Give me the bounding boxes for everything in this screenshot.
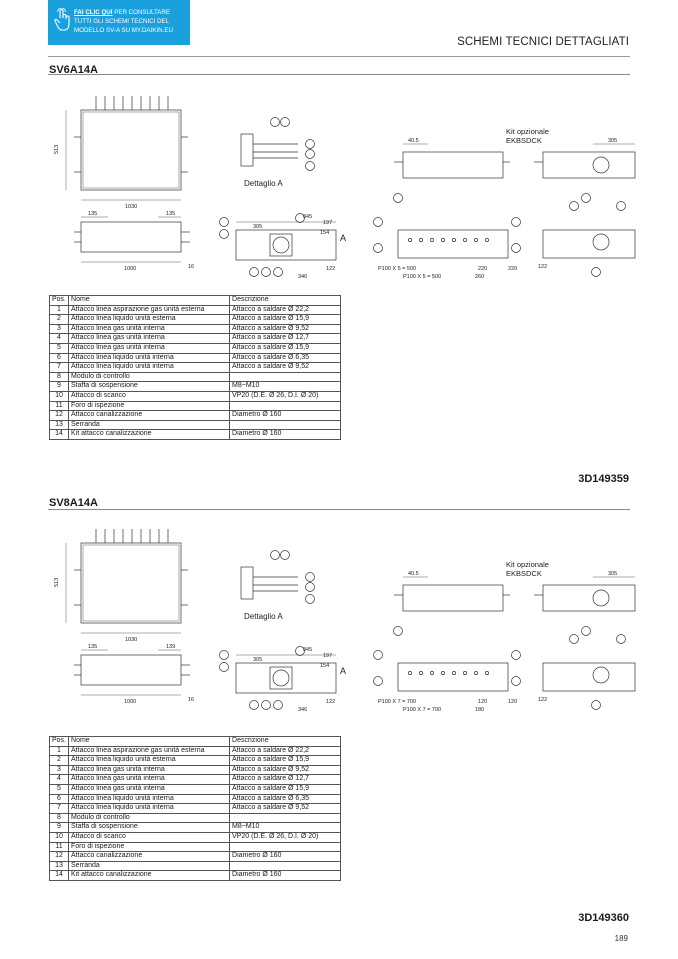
top-view: [66, 529, 188, 633]
detail-a-label: Dettaglio A: [244, 179, 283, 188]
dim-305-kit: 305: [608, 571, 618, 577]
table-cell-desc: Attacco a saldare Ø 15,9: [230, 756, 341, 766]
table-cell-desc: Descrizione: [230, 296, 341, 306]
table-cell-desc: [230, 842, 341, 852]
legend-table: [49, 736, 341, 881]
legend-table: [49, 295, 341, 440]
table-cell-name: Foro di ispezione: [69, 401, 230, 411]
table-cell-pos: 3: [50, 324, 69, 334]
table-cell-pos: 2: [50, 756, 69, 766]
kit-label-2: EKBSDCK: [506, 569, 542, 578]
table-cell-name: Attacco canalizzazione: [69, 411, 230, 421]
table-row: [50, 420, 341, 430]
table-cell-desc: [230, 861, 341, 871]
table-cell-pos: Pos.: [50, 296, 69, 306]
dim-513: 513: [54, 577, 60, 587]
table-cell-pos: Pos.: [50, 737, 69, 747]
dim-40-5: 40.5: [408, 571, 419, 577]
table-cell-desc: Attacco a saldare Ø 15,9: [230, 343, 341, 353]
table-cell-desc: Diametro Ø 160: [230, 852, 341, 862]
page-number: 189: [614, 934, 628, 943]
table-cell-desc: VP20 (D.E. Ø 26, D.I. Ø 20): [230, 832, 341, 842]
dim-1000: 1000: [124, 266, 137, 272]
table-header-row: [50, 737, 341, 747]
port-hole: [408, 238, 411, 241]
dim-346: 346: [298, 707, 308, 713]
table-cell-pos: 11: [50, 401, 69, 411]
dim-40-5: 40.5: [408, 138, 419, 144]
port-hole: [430, 238, 433, 241]
kit-top-view: [394, 144, 636, 203]
table-cell-name: Staffa di sospensione: [69, 382, 230, 392]
table-cell-pos: 12: [50, 411, 69, 421]
table-cell-desc: Attacco a saldare Ø 9,52: [230, 765, 341, 775]
table-cell-pos: 4: [50, 334, 69, 344]
table-cell-pos: 5: [50, 343, 69, 353]
detail-a-marker: A: [340, 666, 347, 676]
dim-220: 220: [478, 266, 488, 272]
kit-label-1: Kit opzionale: [506, 127, 549, 136]
table-cell-name: Attacco linea gas unità interna: [69, 343, 230, 353]
table-cell-desc: Diametro Ø 160: [230, 871, 341, 881]
table-cell-name: Kit attacco canalizzazione: [69, 430, 230, 440]
table-cell-desc: Attacco a saldare Ø 6,35: [230, 794, 341, 804]
technical-drawing: [48, 82, 638, 282]
port-hole: [408, 671, 411, 674]
table-cell-pos: 6: [50, 794, 69, 804]
table-row: [50, 813, 341, 823]
table-row: [50, 832, 341, 842]
table-cell-pos: 7: [50, 363, 69, 373]
table-row: [50, 871, 341, 881]
table-row: [50, 765, 341, 775]
port-hole: [474, 238, 477, 241]
table-cell-pos: 8: [50, 372, 69, 382]
dim-154: 154: [320, 230, 330, 236]
pitch-label-1: P100 X 5 = 500: [378, 266, 417, 272]
kit-label-2: EKBSDCK: [506, 136, 542, 145]
detail-a-view: [241, 118, 315, 171]
dim-260: 260: [475, 274, 485, 280]
port-hole: [441, 238, 444, 241]
table-cell-desc: Diametro Ø 160: [230, 411, 341, 421]
table-cell-name: Modulo di controllo: [69, 813, 230, 823]
table-cell-name: Attacco linea gas unità interna: [69, 324, 230, 334]
table-cell-desc: [230, 372, 341, 382]
table-cell-desc: Attacco a saldare Ø 22,2: [230, 746, 341, 756]
table-cell-name: Attacco canalizzazione: [69, 852, 230, 862]
table-cell-name: Attacco linea liquido unità interna: [69, 363, 230, 373]
dim-220-b: 220: [508, 266, 518, 272]
table-cell-name: Attacco linea aspirazione gas unità esterna: [69, 305, 230, 315]
table-cell-desc: Attacco a saldare Ø 22,2: [230, 305, 341, 315]
table-cell-name: Attacco di scarico: [69, 391, 230, 401]
table-cell-pos: 12: [50, 852, 69, 862]
table-cell-desc: Attacco a saldare Ø 6,35: [230, 353, 341, 363]
table-row: [50, 315, 341, 325]
port-hole: [485, 671, 488, 674]
dim-16: 16: [188, 264, 195, 270]
pitch-label-1: P100 X 7 = 700: [378, 699, 417, 705]
dim-154: 154: [320, 663, 330, 669]
dim-122: 122: [326, 266, 336, 272]
dim-346: 346: [298, 274, 308, 280]
table-cell-desc: M8~M10: [230, 382, 341, 392]
table-header-row: [50, 296, 341, 306]
header-divider: [48, 56, 630, 57]
table-cell-pos: 1: [50, 746, 69, 756]
table-cell-name: Kit attacco canalizzazione: [69, 871, 230, 881]
table-cell-name: Attacco linea gas unità interna: [69, 784, 230, 794]
front-view: [220, 214, 337, 277]
port-hole: [474, 671, 477, 674]
port-hole: [452, 238, 455, 241]
table-row: [50, 775, 341, 785]
front-view: [220, 647, 337, 710]
table-cell-desc: [230, 813, 341, 823]
kit-top-view: [394, 577, 636, 636]
table-cell-name: Attacco linea gas unità interna: [69, 334, 230, 344]
side-view: [74, 217, 190, 262]
page-title: SCHEMI TECNICI DETTAGLIATI: [457, 36, 629, 48]
table-cell-name: Attacco linea liquido unità interna: [69, 794, 230, 804]
table-row: [50, 861, 341, 871]
drawing-area: [48, 515, 638, 715]
section-divider: [48, 509, 630, 510]
port-hole: [463, 671, 466, 674]
table-cell-desc: VP20 (D.E. Ø 26, D.I. Ø 20): [230, 391, 341, 401]
port-hole: [419, 671, 422, 674]
dim-135-left: 135: [88, 211, 98, 217]
pitch-label-2: P100 X 7 = 700: [403, 707, 442, 713]
banner-text[interactable]: [74, 8, 188, 36]
table-cell-name: Attacco linea gas unità interna: [69, 765, 230, 775]
dim-122-kit: 122: [538, 264, 548, 270]
detail-a-label: Dettaglio A: [244, 612, 283, 621]
table-cell-pos: 11: [50, 842, 69, 852]
dim-220-b: 120: [508, 699, 518, 705]
dim-305-kit: 305: [608, 138, 618, 144]
table-cell-name: Attacco linea gas unità interna: [69, 775, 230, 785]
table-row: [50, 756, 341, 766]
table-row: [50, 305, 341, 315]
table-cell-name: Attacco linea liquido unità interna: [69, 804, 230, 814]
dim-513: 513: [54, 144, 60, 154]
table-cell-pos: 6: [50, 353, 69, 363]
detail-a-marker: A: [340, 233, 347, 243]
table-cell-name: Nome: [69, 737, 230, 747]
port-hole: [441, 671, 444, 674]
table-row: [50, 852, 341, 862]
table-cell-pos: 4: [50, 775, 69, 785]
dim-1030: 1030: [125, 637, 138, 643]
dim-135-left: 135: [88, 644, 98, 650]
table-cell-pos: 3: [50, 765, 69, 775]
banner-line1[interactable]: PER CONSULTARE: [112, 9, 171, 16]
table-cell-desc: Attacco a saldare Ø 9,52: [230, 804, 341, 814]
port-hole: [419, 238, 422, 241]
table-row: [50, 363, 341, 373]
dim-16: 16: [188, 697, 195, 703]
table-cell-desc: Attacco a saldare Ø 12,7: [230, 775, 341, 785]
table-cell-pos: 9: [50, 382, 69, 392]
table-row: [50, 401, 341, 411]
table-row: [50, 334, 341, 344]
table-row: [50, 842, 341, 852]
table-row: [50, 784, 341, 794]
dim-135-right: 139: [166, 644, 176, 650]
port-hole: [452, 671, 455, 674]
table-row: [50, 353, 341, 363]
table-cell-name: Serranda: [69, 861, 230, 871]
banner-link-bold[interactable]: FAI CLIC QUI: [74, 9, 113, 16]
technical-drawing: [48, 515, 638, 715]
table-row: [50, 372, 341, 382]
table-cell-pos: 8: [50, 813, 69, 823]
dim-220: 120: [478, 699, 488, 705]
table-cell-pos: 9: [50, 823, 69, 833]
dim-845: 845: [303, 214, 313, 220]
dim-1030: 1030: [125, 204, 138, 210]
table-cell-desc: Attacco a saldare Ø 9,52: [230, 324, 341, 334]
table-cell-desc: M8~M10: [230, 823, 341, 833]
table-cell-name: Attacco linea liquido unità interna: [69, 353, 230, 363]
port-hole: [430, 671, 433, 674]
table-cell-desc: Diametro Ø 160: [230, 430, 341, 440]
table-cell-desc: [230, 401, 341, 411]
banner-line2[interactable]: TUTTI GLI SCHEMI TECNICI DEL: [74, 18, 170, 26]
table-cell-pos: 14: [50, 871, 69, 881]
table-row: [50, 430, 341, 440]
table-cell-name: Attacco linea aspirazione gas unità esterna: [69, 746, 230, 756]
dim-197: 197: [323, 220, 333, 226]
table-row: [50, 382, 341, 392]
table-cell-name: Nome: [69, 296, 230, 306]
table-cell-pos: 14: [50, 430, 69, 440]
table-cell-pos: 13: [50, 861, 69, 871]
hand-pointer-icon: [54, 8, 70, 32]
table-cell-pos: 13: [50, 420, 69, 430]
table-row: [50, 794, 341, 804]
drawing-code: 3D149359: [578, 473, 629, 485]
consult-banner-link[interactable]: [48, 0, 190, 45]
dim-197: 197: [323, 653, 333, 659]
table-cell-name: Attacco linea liquido unità esterna: [69, 756, 230, 766]
dim-135-right: 135: [166, 211, 176, 217]
dim-122-kit: 122: [538, 697, 548, 703]
table-cell-pos: 2: [50, 315, 69, 325]
table-cell-desc: Attacco a saldare Ø 15,9: [230, 315, 341, 325]
table-cell-desc: Attacco a saldare Ø 12,7: [230, 334, 341, 344]
drawing-area: [48, 82, 638, 282]
table-cell-pos: 1: [50, 305, 69, 315]
table-cell-pos: 7: [50, 804, 69, 814]
model-title: SV6A14A: [49, 64, 98, 76]
dim-305: 305: [253, 657, 263, 663]
section-divider: [48, 74, 630, 75]
side-view: [74, 650, 190, 695]
table-row: [50, 823, 341, 833]
table-cell-name: Staffa di sospensione: [69, 823, 230, 833]
table-cell-name: Attacco di scarico: [69, 832, 230, 842]
dim-122: 122: [326, 699, 336, 705]
table-cell-desc: Attacco a saldare Ø 9,52: [230, 363, 341, 373]
port-hole: [485, 238, 488, 241]
table-cell-name: Serranda: [69, 420, 230, 430]
detail-a-view: [241, 551, 315, 604]
dim-1000: 1000: [124, 699, 137, 705]
dim-845: 845: [303, 647, 313, 653]
table-cell-pos: 10: [50, 391, 69, 401]
table-cell-pos: 5: [50, 784, 69, 794]
table-cell-desc: Attacco a saldare Ø 15,9: [230, 784, 341, 794]
table-cell-name: Modulo di controllo: [69, 372, 230, 382]
banner-line3[interactable]: MODELLO SV-A SU MY.DAIKIN.EU: [74, 27, 173, 35]
table-cell-name: Attacco linea liquido unità esterna: [69, 315, 230, 325]
table-row: [50, 746, 341, 756]
kit-label-1: Kit opzionale: [506, 560, 549, 569]
table-cell-name: Foro di ispezione: [69, 842, 230, 852]
dim-260: 180: [475, 707, 485, 713]
table-cell-pos: 10: [50, 832, 69, 842]
pitch-label-2: P100 X 5 = 500: [403, 274, 442, 280]
table-cell-desc: [230, 420, 341, 430]
table-row: [50, 343, 341, 353]
dim-305: 305: [253, 224, 263, 230]
table-cell-desc: Descrizione: [230, 737, 341, 747]
drawing-code: 3D149360: [578, 912, 629, 924]
table-row: [50, 411, 341, 421]
top-view: [66, 96, 188, 200]
table-row: [50, 804, 341, 814]
port-hole: [463, 238, 466, 241]
table-row: [50, 391, 341, 401]
table-row: [50, 324, 341, 334]
model-title: SV8A14A: [49, 497, 98, 509]
